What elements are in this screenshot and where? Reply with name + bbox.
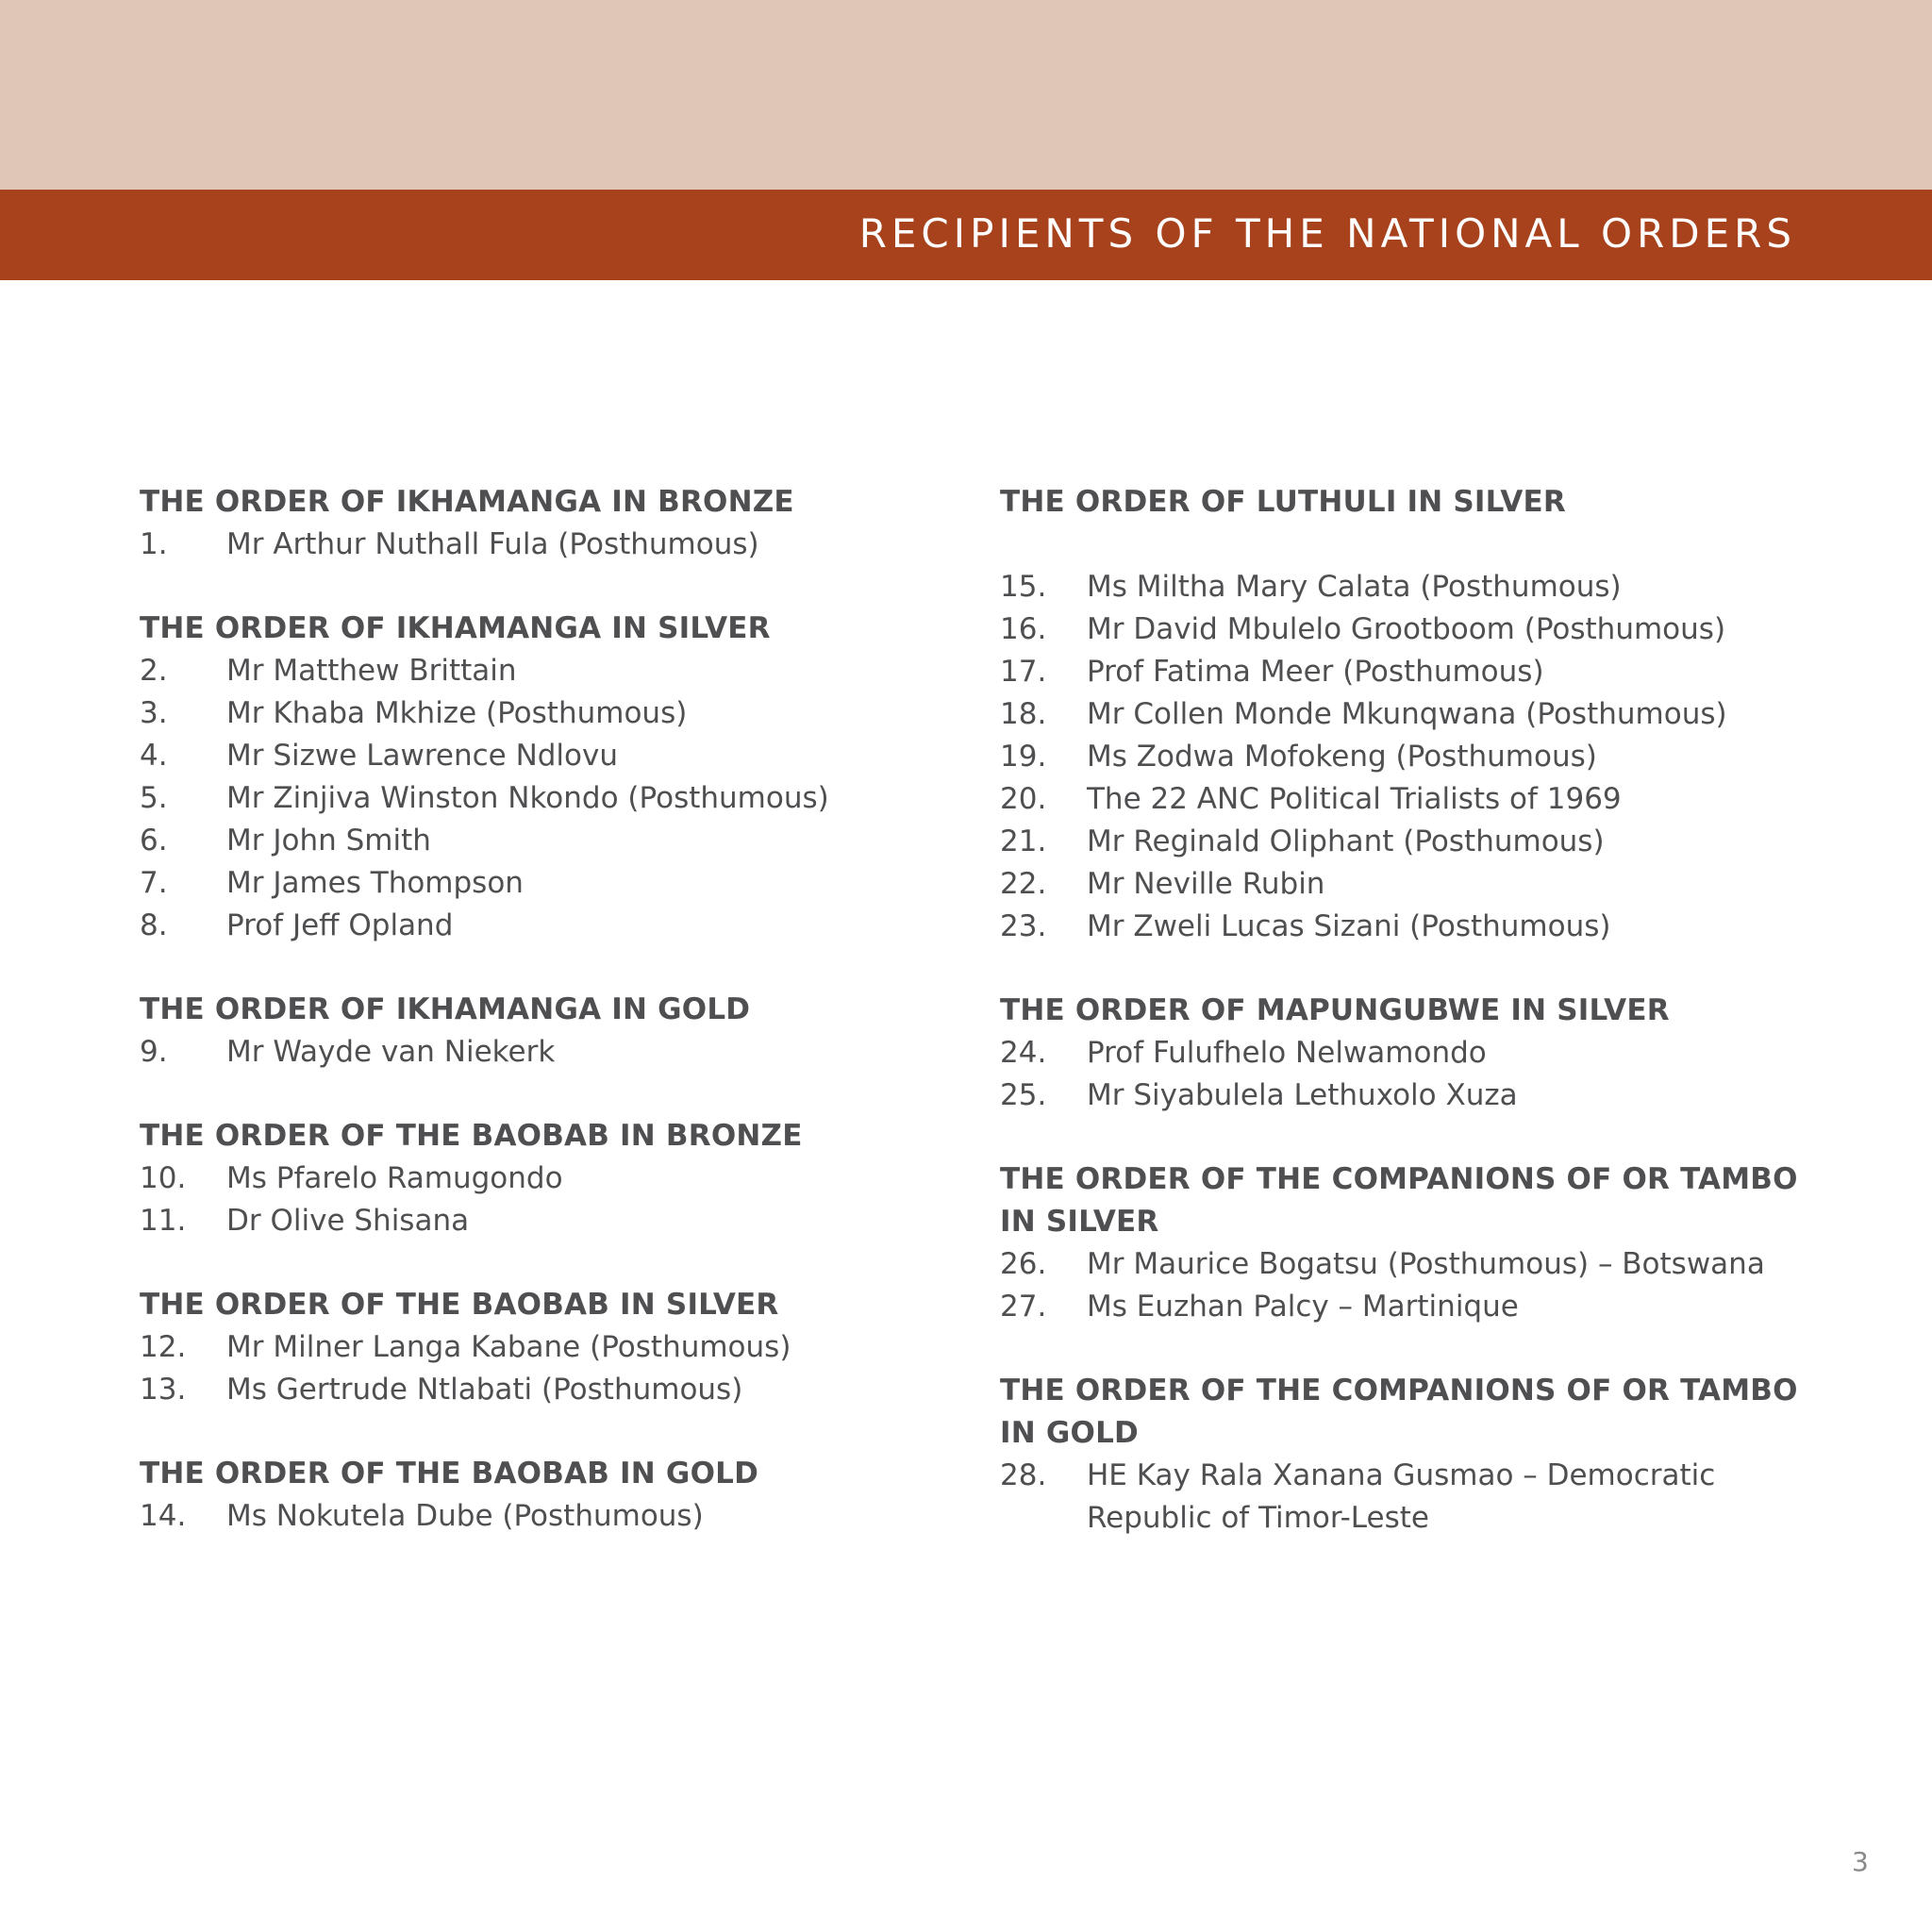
item-number: 11. bbox=[140, 1204, 187, 1238]
item-number: 12. bbox=[140, 1330, 187, 1364]
item-number: 4. bbox=[140, 739, 168, 773]
section-heading: THE ORDER OF THE COMPANIONS OF OR TAMBO IN GOLD bbox=[1000, 1374, 1798, 1450]
recipient-name: Ms Euzhan Palcy – Martinique bbox=[1087, 1290, 1519, 1324]
list-item bbox=[1000, 1032, 1830, 1074]
list-item bbox=[1000, 651, 1830, 693]
recipient-name: Mr Collen Monde Mkunqwana (Posthumous) bbox=[1087, 697, 1727, 731]
item-number: 5. bbox=[140, 781, 168, 815]
recipient-name: Ms Miltha Mary Calata (Posthumous) bbox=[1087, 570, 1622, 604]
list-item bbox=[140, 1326, 989, 1369]
item-number: 19. bbox=[1000, 740, 1047, 774]
list-item bbox=[140, 735, 989, 777]
list-item bbox=[140, 777, 989, 820]
recipient-name: Mr Zweli Lucas Sizani (Posthumous) bbox=[1087, 909, 1611, 943]
recipient-name: Prof Jeff Opland bbox=[226, 908, 454, 942]
list-item bbox=[1000, 608, 1830, 651]
list-item bbox=[1000, 778, 1830, 821]
recipient-name: Dr Olive Shisana bbox=[226, 1204, 470, 1238]
order-section bbox=[1000, 481, 1830, 948]
item-number: 2. bbox=[140, 654, 168, 688]
right-column bbox=[1000, 481, 1830, 1581]
list-item bbox=[140, 650, 989, 692]
list-item bbox=[1000, 906, 1830, 948]
item-number: 28. bbox=[1000, 1458, 1047, 1492]
recipient-name: Ms Nokutela Dube (Posthumous) bbox=[226, 1499, 704, 1533]
list-item bbox=[140, 692, 989, 735]
list-item bbox=[140, 862, 989, 905]
list-item bbox=[1000, 1243, 1830, 1286]
order-section bbox=[140, 1453, 989, 1538]
recipient-name: Mr Khaba Mkhize (Posthumous) bbox=[226, 696, 688, 730]
recipient-name: Mr Sizwe Lawrence Ndlovu bbox=[226, 739, 619, 773]
item-number: 6. bbox=[140, 824, 168, 858]
list-item bbox=[1000, 736, 1830, 778]
list-item bbox=[1000, 566, 1830, 608]
recipient-name: Mr Neville Rubin bbox=[1087, 867, 1325, 901]
item-number: 22. bbox=[1000, 867, 1047, 901]
list-item bbox=[140, 905, 989, 947]
item-number: 3. bbox=[140, 696, 168, 730]
list-item bbox=[140, 524, 989, 566]
order-section bbox=[140, 1115, 989, 1242]
spacer bbox=[1000, 524, 1830, 566]
item-number: 25. bbox=[1000, 1078, 1047, 1112]
item-number: 21. bbox=[1000, 824, 1047, 858]
recipient-name: Mr Wayde van Niekerk bbox=[226, 1035, 556, 1069]
item-number: 7. bbox=[140, 866, 168, 900]
order-section bbox=[140, 608, 989, 947]
item-number: 8. bbox=[140, 908, 168, 942]
item-number: 27. bbox=[1000, 1290, 1047, 1324]
recipient-name: Mr James Thompson bbox=[226, 866, 524, 900]
item-number: 9. bbox=[140, 1035, 168, 1069]
page-number: 3 bbox=[1852, 1846, 1869, 1877]
section-heading: THE ORDER OF MAPUNGUBWE IN SILVER bbox=[1000, 993, 1670, 1027]
order-section bbox=[1000, 1370, 1830, 1540]
order-section bbox=[140, 989, 989, 1074]
recipient-name: Mr David Mbulelo Grootboom (Posthumous) bbox=[1087, 612, 1726, 646]
item-number: 23. bbox=[1000, 909, 1047, 943]
item-number: 24. bbox=[1000, 1036, 1047, 1070]
list-item bbox=[1000, 863, 1830, 906]
recipient-name: Mr Reginald Oliphant (Posthumous) bbox=[1087, 824, 1605, 858]
item-number: 18. bbox=[1000, 697, 1047, 731]
item-number: 13. bbox=[140, 1373, 187, 1407]
recipient-name: Mr Maurice Bogatsu (Posthumous) – Botswana bbox=[1087, 1247, 1765, 1281]
section-heading: THE ORDER OF IKHAMANGA IN BRONZE bbox=[140, 485, 794, 519]
recipient-name: Mr Matthew Brittain bbox=[226, 654, 517, 688]
recipient-name: Mr Arthur Nuthall Fula (Posthumous) bbox=[226, 527, 759, 561]
section-heading: THE ORDER OF THE BAOBAB IN SILVER bbox=[140, 1288, 779, 1322]
header-band bbox=[0, 0, 1932, 190]
item-number: 26. bbox=[1000, 1247, 1047, 1281]
list-item bbox=[140, 820, 989, 862]
list-item bbox=[140, 1200, 989, 1242]
order-section bbox=[1000, 1158, 1830, 1328]
item-number: 16. bbox=[1000, 612, 1047, 646]
page-title: RECIPIENTS OF THE NATIONAL ORDERS bbox=[858, 210, 1796, 257]
item-number: 15. bbox=[1000, 570, 1047, 604]
recipient-name: Mr Zinjiva Winston Nkondo (Posthumous) bbox=[226, 781, 829, 815]
list-item bbox=[140, 1158, 989, 1200]
section-heading: THE ORDER OF IKHAMANGA IN GOLD bbox=[140, 992, 751, 1026]
section-heading: THE ORDER OF THE BAOBAB IN GOLD bbox=[140, 1457, 759, 1491]
list-item bbox=[1000, 1074, 1830, 1117]
recipient-name: Prof Fulufhelo Nelwamondo bbox=[1087, 1036, 1487, 1070]
section-heading: THE ORDER OF LUTHULI IN SILVER bbox=[1000, 485, 1566, 519]
recipient-name: Prof Fatima Meer (Posthumous) bbox=[1087, 655, 1544, 689]
left-column bbox=[140, 481, 989, 1579]
recipient-name: Ms Pfarelo Ramugondo bbox=[226, 1161, 563, 1195]
recipient-name: HE Kay Rala Xanana Gusmao – Democratic Republic of Timor-Leste bbox=[1087, 1458, 1725, 1535]
item-number: 20. bbox=[1000, 782, 1047, 816]
list-item bbox=[1000, 1455, 1830, 1540]
list-item bbox=[1000, 821, 1830, 863]
list-item bbox=[1000, 1286, 1830, 1328]
order-section bbox=[140, 1284, 989, 1411]
recipient-name: Mr Siyabulela Lethuxolo Xuza bbox=[1087, 1078, 1518, 1112]
list-item bbox=[140, 1031, 989, 1074]
order-section bbox=[1000, 990, 1830, 1117]
list-item bbox=[140, 1369, 989, 1411]
section-heading: THE ORDER OF THE COMPANIONS OF OR TAMBO IN SILVER bbox=[1000, 1162, 1798, 1239]
recipient-name: Ms Zodwa Mofokeng (Posthumous) bbox=[1087, 740, 1597, 774]
recipient-name: Mr Milner Langa Kabane (Posthumous) bbox=[226, 1330, 791, 1364]
section-heading: THE ORDER OF IKHAMANGA IN SILVER bbox=[140, 611, 771, 645]
recipient-name: The 22 ANC Political Trialists of 1969 bbox=[1087, 782, 1622, 816]
recipient-name: Ms Gertrude Ntlabati (Posthumous) bbox=[226, 1373, 743, 1407]
recipient-name: Mr John Smith bbox=[226, 824, 431, 858]
list-item bbox=[1000, 693, 1830, 736]
item-number: 17. bbox=[1000, 655, 1047, 689]
item-number: 14. bbox=[140, 1499, 187, 1533]
order-section bbox=[140, 481, 989, 566]
list-item bbox=[140, 1495, 989, 1538]
section-heading: THE ORDER OF THE BAOBAB IN BRONZE bbox=[140, 1119, 803, 1153]
item-number: 10. bbox=[140, 1161, 187, 1195]
item-number: 1. bbox=[140, 527, 168, 561]
